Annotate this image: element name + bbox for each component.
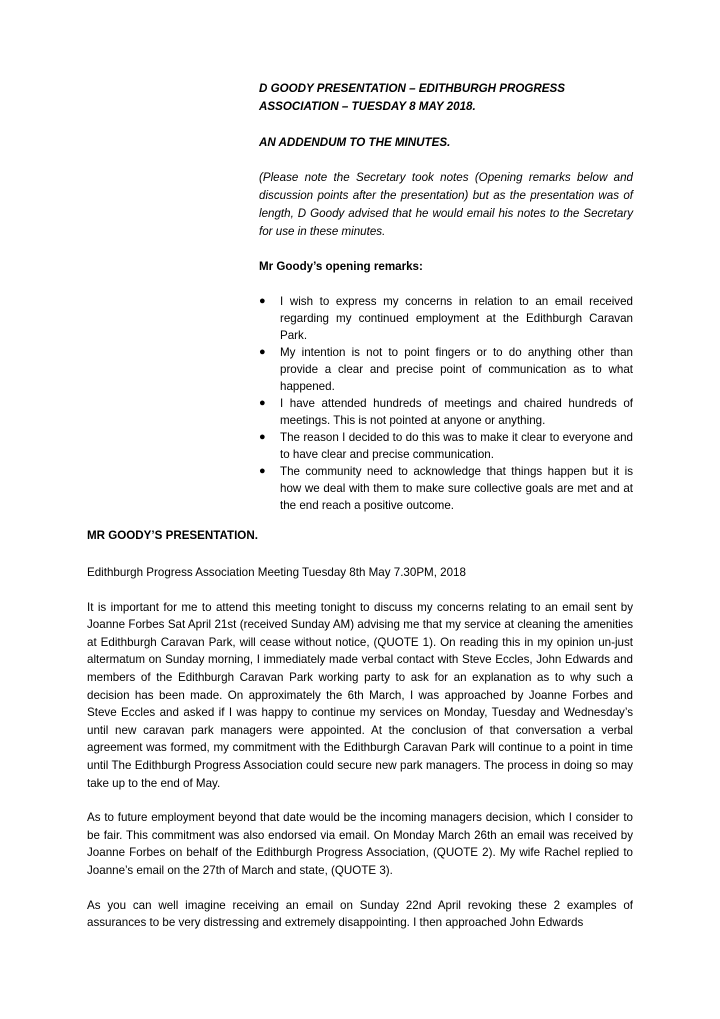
list-item [259,344,633,395]
list-item-text: The community need to acknowledge that things happen but it is how we deal with them to make sure collective goals are met and at the end reach a positive outcome. [280,465,633,512]
list-item [259,395,633,429]
document-title: D GOODY PRESENTATION – EDITHBURGH PROGRESS ASSOCIATION – TUESDAY 8 MAY 2018. [259,82,565,113]
secretary-note: (Please note the Secretary took notes (Opening remarks below and discussion points after the presentation) but as the presentation was of length, D Goody advised that he would email his notes to the Secretary for use in these minutes. [259,171,633,238]
bullet-icon: ● [259,431,266,443]
list-item-text: I wish to express my concerns in relation to an email received regarding my continued employment at the Edithburgh Caravan Park. [280,295,633,342]
meeting-line: Edithburgh Progress Association Meeting Tuesday 8th May 7.30PM, 2018 [87,566,466,579]
list-item-text: I have attended hundreds of meetings and chaired hundreds of meetings. This is not pointed at anyone or anything. [280,397,633,427]
presentation-section [87,527,633,932]
body-paragraph: As to future employment beyond that date would be the incoming managers decision, which I consider to be fair. This commitment was also endorsed via email. On Monday March 26th an email was received by Joanne Forbes on behalf of the Edithburgh Progress Association, (QUOTE 2). My wife Rachel replied to Joanne’s email on the 27th of March and state, (QUOTE 3). [87,811,633,877]
body-paragraph: As you can well imagine receiving an email on Sunday 22nd April revoking these 2 examples of assurances to be very distressing and extremely disappointing. I then approached John Edwards [87,898,633,930]
body-paragraph: It is important for me to attend this meeting tonight to discuss my concerns relating to an email sent by Joanne Forbes Sat April 21st (received Sunday AM) advising me that my service at cleaning the amenities at Edithburgh Caravan Park, will cease without notice, (QUOTE 1). On reading this in my opinion un-just altermatum on Sunday morning, I immediately made verbal contact with Steve Eccles, John Edwards and members of the Edithburgh Caravan Park working party to ask for an explanation as to why such a decision has been made. On approximately the 6th March, I was approached by Joanne Forbes and Steve Eccles and asked if I was happy to continue my services on Monday, Tuesday and Wednesday’s until new caravan park managers were appointed. At the conclusion of that conversation a verbal agreement was formed, my commitment with the Edithburgh Caravan Park will continue to a point in time until The Edithburgh Progress Association could secure new park managers. The process in doing so may take up to the end of May. [87,600,633,790]
list-item [259,429,633,463]
list-item [259,293,633,344]
opening-remarks-heading: Mr Goody’s opening remarks: [259,260,423,273]
list-item-text: The reason I decided to do this was to make it clear to everyone and to have clear and precise communication. [280,431,633,461]
bullet-icon: ● [259,346,266,358]
bullet-icon: ● [259,295,266,307]
bullet-icon: ● [259,465,266,477]
list-item [259,463,633,514]
list-item-text: My intention is not to point fingers or to do anything other than provide a clear and precise point of communication as to what happened. [280,346,633,393]
addendum-heading: AN ADDENDUM TO THE MINUTES. [259,136,451,149]
opening-remarks-list [259,293,633,514]
presentation-heading: MR GOODY’S PRESENTATION. [87,529,258,542]
header-section [259,80,633,514]
bullet-icon: ● [259,397,266,409]
